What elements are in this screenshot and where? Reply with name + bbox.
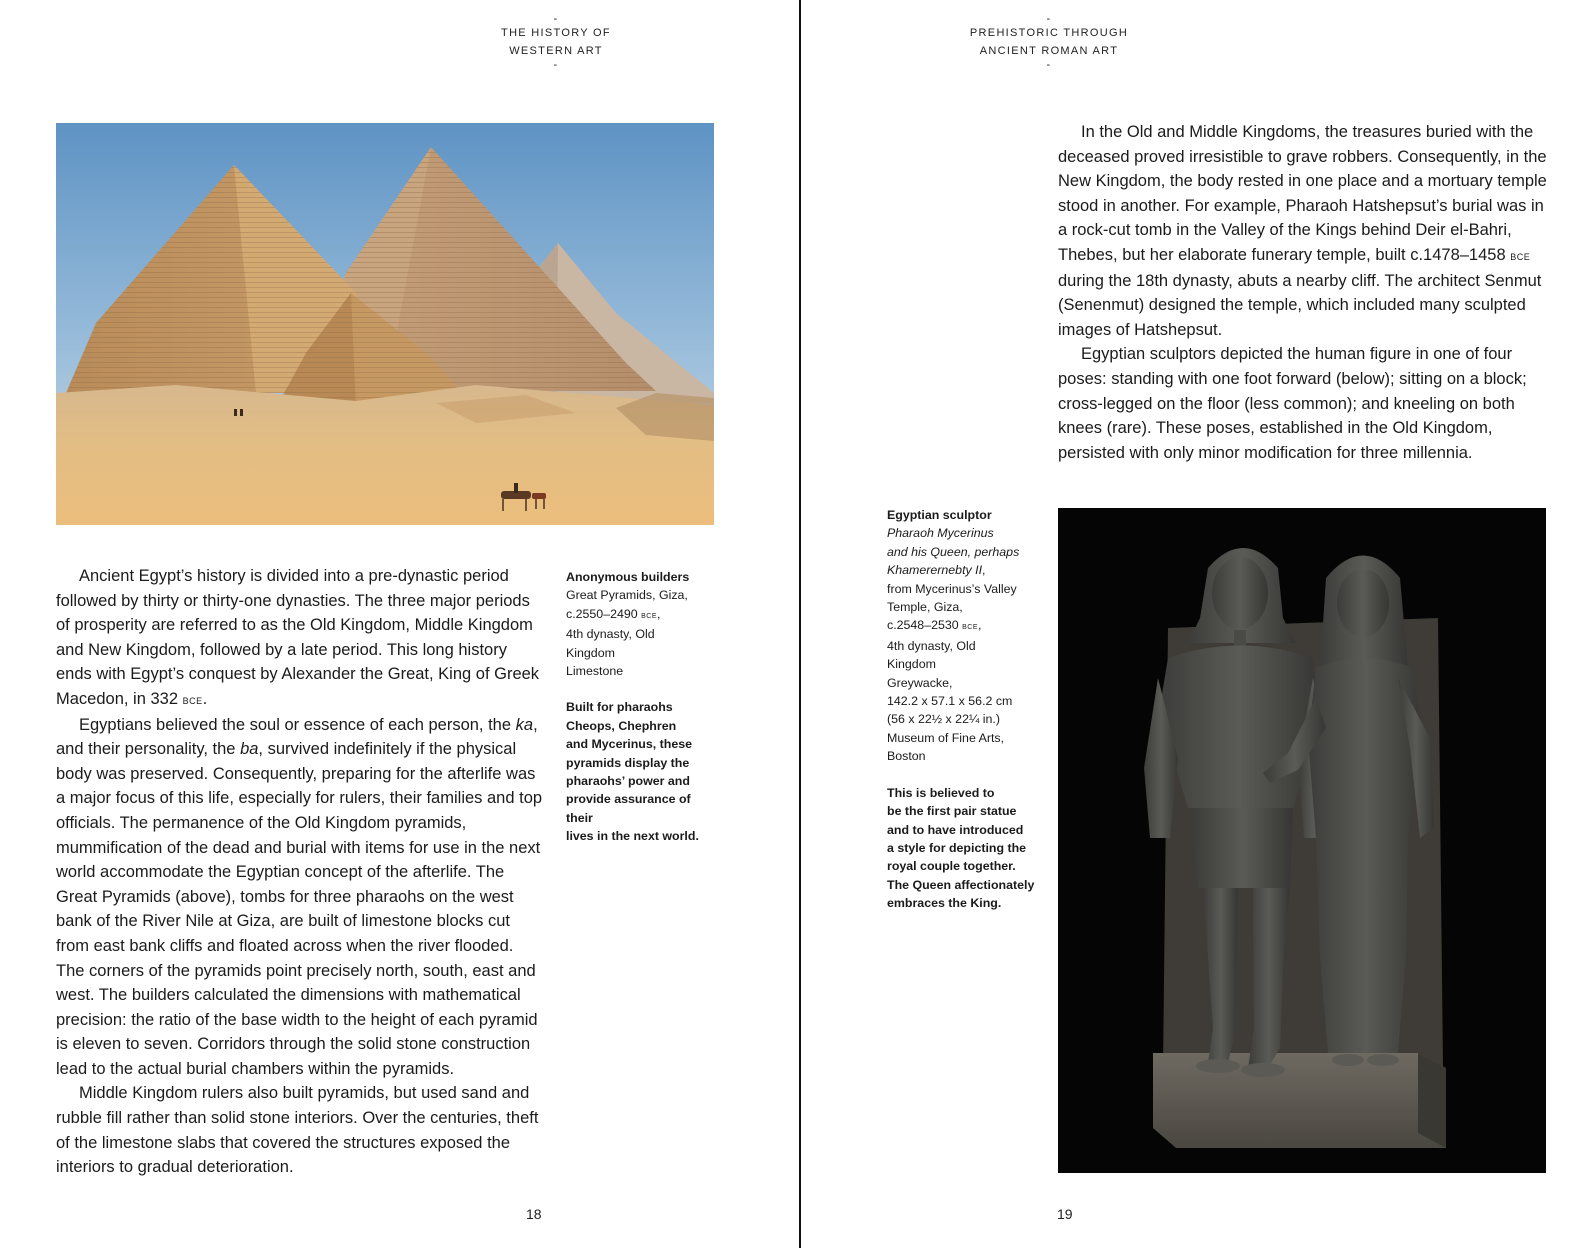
- caption-note-line: embraces the King.: [887, 896, 1002, 911]
- statue-photo: [1058, 508, 1546, 1173]
- caption-line: from Mycerinus’s Valley: [887, 581, 1017, 596]
- caption-material: Greywacke,: [887, 675, 953, 690]
- caption-dimensions: 142.2 x 57.1 x 56.2 cm: [887, 694, 1013, 709]
- caption-note-line: pyramids display the: [566, 755, 690, 770]
- caption-note-line: and Mycerinus, these: [566, 737, 693, 752]
- caption-title-line: and his Queen, perhaps: [887, 544, 1020, 559]
- caption-line: Kingdom: [566, 645, 615, 660]
- italic-term: ka: [515, 715, 534, 734]
- punctuation: ,: [978, 618, 982, 633]
- right-page: [801, 0, 1596, 1248]
- paragraph: Middle Kingdom rulers also built pyramids, but used sand and rubble fill rather than solid stone interiors. Over the centuries, theft of the limestone slabs that covered the structures exposed the interiors to gradual deterioration.: [56, 1084, 539, 1177]
- punctuation: .: [202, 689, 208, 708]
- pyramids-photo: [56, 123, 714, 525]
- caption-note-line: lives in the next world.: [566, 829, 699, 844]
- paragraph: [56, 564, 546, 713]
- pyramids-caption: [566, 568, 716, 846]
- paragraph-text: , survived indefinitely if the physical body was preserved. Consequently, preparing for the afterlife was a major focus of this life, especially for rulers, their families and top officials. The permanence of the Old Kingdom pyramids, mummification of the dead and burial with items for use in the next world accommodate the Egyptian concept of the afterlife. The Great Pyramids (above), tombs for three pharaohs on the west bank of the River Nile at Giza, are built of limestone blocks cut from east bank cliffs and floated across when the river flooded. The corners of the pyramids point precisely north, south, east and west. The builders calculated the dimensions with mathematical precision: the ratio of the base width to the height of each pyramid is eleven to seven. Corridors through the solid stone construction lead to the actual burial chambers within the pyramids.: [56, 740, 543, 1078]
- running-head-dash: -: [1046, 59, 1052, 71]
- running-head-right: [944, 14, 1154, 70]
- caption-title-line: Khamerernebty II: [887, 563, 983, 578]
- caption-date: [566, 605, 716, 625]
- paragraph-text: during the 18th dynasty, abuts a nearby cliff. The architect Senmut (Senenmut) designed the temple, which included many sculpted images of Hatshepsut.: [1058, 271, 1542, 339]
- caption-line: 4th dynasty, Old: [887, 638, 976, 653]
- paragraph-text: Egyptians believed the soul or essence of each person, the: [79, 715, 516, 734]
- caption-date-text: c.2548–2530: [887, 618, 963, 633]
- caption-note-line: provide assurance of their: [566, 792, 691, 825]
- statue-caption: [887, 506, 1047, 913]
- pair-statue-illustration: [1058, 508, 1546, 1173]
- running-head-dash: -: [1046, 13, 1052, 25]
- caption-spacer: [887, 766, 1047, 784]
- paragraph: Egyptian sculptors depicted the human figure in one of four poses: standing with one foot forward (below); sitting on a block; cross-legged on the floor (less common); and kneeling on both knees (rare). These poses, established in the Old Kingdom, persisted with only minor modification for three millennia.: [1058, 345, 1527, 462]
- caption-note-line: pharaohs’ power and: [566, 774, 690, 789]
- caption-dimensions: (56 x 22½ x 22¼ in.): [887, 712, 1000, 727]
- caption-title-line: Pharaoh Mycerinus: [887, 526, 994, 541]
- running-head-line: THE HISTORY OF: [501, 27, 611, 39]
- caption-spacer: [566, 680, 716, 698]
- running-head-line: PREHISTORIC THROUGH: [969, 27, 1129, 39]
- caption-note-line: The Queen affectionately: [887, 877, 1035, 892]
- right-body-text: [1058, 120, 1548, 465]
- paragraph: [1058, 120, 1548, 342]
- caption-date-text: c.2550–2490: [566, 606, 642, 621]
- caption-museum: Boston: [887, 749, 926, 764]
- caption-artist: Anonymous builders: [566, 570, 690, 584]
- caption-note-line: and to have introduced: [887, 822, 1024, 837]
- punctuation: ,: [982, 563, 986, 578]
- page-number: 18: [526, 1206, 542, 1222]
- caption-note-line: Built for pharaohs: [566, 700, 673, 715]
- left-body-text: [56, 564, 546, 1180]
- page-number: 19: [1057, 1206, 1073, 1222]
- caption-line: Temple, Giza,: [887, 600, 963, 615]
- era-abbreviation: bce: [1510, 247, 1531, 263]
- caption-line: Kingdom: [887, 657, 936, 672]
- running-head-line: WESTERN ART: [509, 45, 603, 57]
- caption-note-line: be the first pair statue: [887, 804, 1017, 819]
- paragraph-text: Ancient Egypt’s history is divided into a pre-dynastic period followed by thirty or thirty-one dynasties. The three major periods of prosperity are referred to as the Old Kingdom, Middle Kingdom and New Kingdom, followed by a late period. This long history ends with Egypt’s conquest by Alexander the Great, King of Greek Macedon, in 332: [56, 567, 540, 708]
- era-abbreviation: bce: [962, 621, 979, 633]
- caption-note-line: a style for depicting the: [887, 840, 1027, 855]
- caption-note-line: royal couple together.: [887, 859, 1016, 874]
- running-head-line: ANCIENT ROMAN ART: [979, 45, 1119, 57]
- caption-museum: Museum of Fine Arts,: [887, 730, 1005, 745]
- caption-date: [887, 616, 1047, 636]
- caption-note-line: This is believed to: [887, 785, 995, 800]
- italic-term: ba: [240, 740, 259, 759]
- era-abbreviation: bce: [182, 691, 203, 707]
- caption-note-line: Cheops, Chephren: [566, 718, 677, 733]
- pyramids-illustration: [56, 123, 714, 525]
- caption-line: Great Pyramids, Giza,: [566, 588, 688, 603]
- paragraph-text: In the Old and Middle Kingdoms, the treasures buried with the deceased proved irresistible to grave robbers. Consequently, in the New Kingdom, the body rested in one place and a mortuary temple stood in another. For example, Pharaoh Hatshepsut’s burial was in a rock-cut tomb in the Valley of the Kings behind Deir el-Bahri, Thebes, but her elaborate funerary temple, built c.1478–1458: [1058, 123, 1547, 264]
- era-abbreviation: bce: [641, 609, 658, 621]
- caption-title-line-wrap: [887, 561, 1047, 579]
- paragraph: [56, 713, 546, 1082]
- caption-material: Limestone: [566, 664, 624, 679]
- running-head-dash: -: [553, 59, 559, 71]
- running-head-left: [456, 14, 656, 70]
- punctuation: ,: [657, 606, 661, 621]
- running-head-dash: -: [553, 13, 559, 25]
- caption-line: 4th dynasty, Old: [566, 627, 655, 642]
- paragraph-text: , and their personality, the: [56, 715, 538, 759]
- caption-artist: Egyptian sculptor: [887, 508, 992, 522]
